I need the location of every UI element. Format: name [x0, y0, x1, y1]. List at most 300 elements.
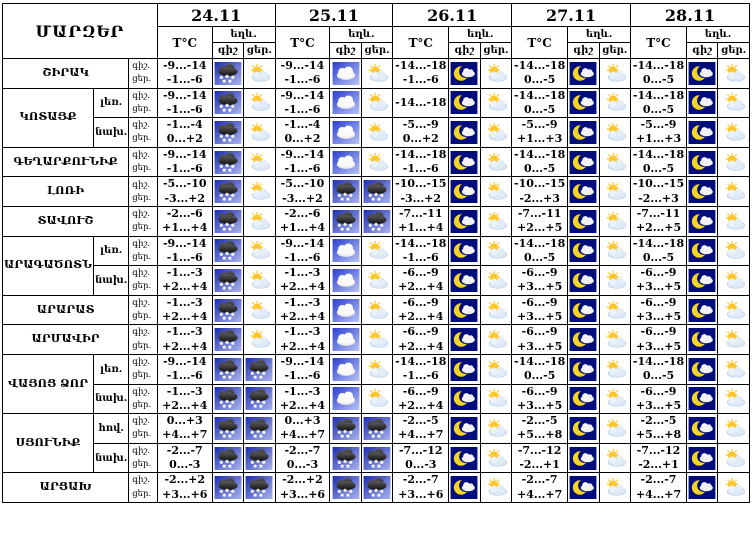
- night-temperature: -14...-18: [514, 88, 566, 102]
- day-weather-cell: [480, 414, 511, 444]
- night-weather-cell: [568, 384, 599, 414]
- region-cell: ԱՐՄԱՎԻՐ: [3, 325, 129, 355]
- night-weather-cell: [212, 147, 243, 177]
- night-temperature: -2...-7: [402, 473, 439, 487]
- weather-column-header: եղև.: [568, 27, 631, 43]
- night-temperature: -2...-5: [521, 414, 558, 428]
- day-weather-cell: [718, 295, 750, 325]
- moon-cloud-icon: [568, 299, 598, 322]
- date-header: 27.11: [512, 4, 631, 27]
- night-temperature: -14...-18: [395, 95, 447, 109]
- snow-icon: [213, 62, 243, 85]
- moon-cloud-icon: [687, 299, 717, 322]
- day-temperature: -1...-6: [284, 369, 321, 383]
- day-weather-cell: [480, 118, 511, 148]
- cloudy-icon: [330, 328, 360, 351]
- day-temperature: +2...+4: [279, 339, 326, 353]
- day-weather-cell: [244, 88, 275, 118]
- day-weather-cell: [244, 118, 275, 148]
- day-weather-cell: [599, 295, 630, 325]
- moon-cloud-icon: [687, 91, 717, 114]
- night-weather-cell: [687, 384, 718, 414]
- night-weather-cell: [568, 473, 599, 503]
- night-weather-cell: [449, 88, 480, 118]
- day-temperature: +4...+7: [398, 428, 444, 442]
- night-weather-cell: [568, 177, 599, 207]
- night-temperature: -6...-9: [521, 266, 558, 280]
- snow-icon: [330, 476, 360, 499]
- temperature-cell: [393, 118, 449, 148]
- moon-cloud-icon: [687, 151, 717, 174]
- temperature-cell: [157, 443, 212, 473]
- moon-cloud-icon: [568, 387, 598, 410]
- time-labels-cell: [129, 59, 158, 89]
- day-temperature: +3...+5: [635, 339, 682, 353]
- day-temperature: -2...+3: [638, 191, 679, 205]
- night-column-header: գիշ: [568, 43, 599, 59]
- night-weather-cell: [568, 147, 599, 177]
- night-weather-cell: [449, 266, 480, 296]
- night-temperature: -6...-9: [640, 384, 677, 398]
- temperature-cell: [275, 88, 330, 118]
- region-cell: ԼՈՌԻ: [3, 177, 129, 207]
- night-weather-cell: [330, 59, 361, 89]
- night-weather-cell: [449, 147, 480, 177]
- day-temperature: +2...+4: [162, 398, 208, 412]
- day-row-label: ցեր.: [132, 488, 152, 499]
- temperature-cell: [630, 147, 686, 177]
- night-temperature: -2...-5: [402, 414, 439, 428]
- day-temperature: 0...-5: [642, 250, 675, 264]
- subregion-cell: նախ.: [94, 384, 129, 414]
- snow-icon: [213, 417, 243, 440]
- day-temperature: -3...+2: [164, 191, 206, 205]
- sun-cloud-icon: [481, 328, 511, 351]
- night-weather-cell: [687, 414, 718, 444]
- cloudy-icon: [330, 151, 360, 174]
- night-temperature: -9...-14: [280, 354, 325, 368]
- day-row-label: ցեր.: [132, 370, 152, 381]
- sun-cloud-icon: [244, 91, 274, 114]
- night-row-label: գիշ.: [132, 238, 151, 249]
- night-weather-cell: [687, 295, 718, 325]
- day-temperature: +1...+4: [162, 221, 208, 235]
- night-row-label: գիշ.: [132, 327, 151, 338]
- night-temperature: -7...-12: [517, 443, 562, 457]
- temperature-cell: [512, 118, 568, 148]
- day-weather-cell: [244, 236, 275, 266]
- day-temperature: 0...-5: [523, 250, 556, 264]
- sun-cloud-icon: [718, 299, 749, 322]
- moon-cloud-icon: [687, 328, 717, 351]
- night-temperature: -1...-3: [166, 266, 203, 280]
- night-column-header: գիշ: [212, 43, 243, 59]
- temperature-cell: [393, 295, 449, 325]
- day-temperature: +1...+3: [517, 132, 563, 146]
- night-temperature: -14...-18: [632, 236, 685, 250]
- snow-icon: [213, 387, 243, 410]
- day-weather-cell: [480, 59, 511, 89]
- snow-icon: [244, 358, 274, 381]
- temperature-cell: [630, 266, 686, 296]
- day-row-label: ցեր.: [132, 222, 152, 233]
- sun-cloud-icon: [600, 269, 630, 292]
- night-weather-cell: [687, 88, 718, 118]
- night-weather-cell: [330, 473, 361, 503]
- day-row-label: ցեր.: [132, 103, 152, 114]
- day-weather-cell: [718, 384, 750, 414]
- day-temperature: 0...-5: [642, 162, 675, 176]
- temperature-cell: [275, 443, 330, 473]
- day-weather-cell: [244, 295, 275, 325]
- day-temperature: +3...+5: [635, 398, 682, 412]
- day-temperature: -2...+1: [638, 458, 679, 472]
- snow-icon: [330, 210, 360, 233]
- sun-cloud-icon: [362, 269, 392, 292]
- day-weather-cell: [480, 325, 511, 355]
- sun-cloud-icon: [244, 239, 274, 262]
- night-temperature: -10...-15: [632, 177, 685, 191]
- temperature-cell: [393, 177, 449, 207]
- temperature-cell: [630, 325, 686, 355]
- night-weather-cell: [687, 473, 718, 503]
- snow-icon: [213, 239, 243, 262]
- moon-cloud-icon: [568, 91, 598, 114]
- sun-cloud-icon: [362, 91, 392, 114]
- night-weather-cell: [212, 384, 243, 414]
- temperature-cell: [630, 354, 686, 384]
- time-labels-cell: [129, 295, 158, 325]
- night-weather-cell: [212, 88, 243, 118]
- day-weather-cell: [718, 118, 750, 148]
- night-weather-cell: [212, 295, 243, 325]
- night-temperature: -14...-18: [395, 236, 447, 250]
- day-temperature: +4...+7: [635, 487, 682, 501]
- day-weather-cell: [480, 266, 511, 296]
- sun-cloud-icon: [244, 151, 274, 174]
- temperature-cell: [630, 295, 686, 325]
- temperature-cell: [630, 443, 686, 473]
- night-temperature: -14...-18: [632, 59, 685, 72]
- night-temperature: -10...-15: [395, 177, 447, 191]
- night-row-label: գիշ.: [132, 61, 151, 72]
- night-weather-cell: [449, 354, 480, 384]
- night-weather-cell: [687, 443, 718, 473]
- temperature-column-header: T°C: [157, 27, 212, 59]
- night-weather-cell: [568, 206, 599, 236]
- night-temperature: -9...-14: [162, 59, 207, 72]
- region-row: [3, 325, 750, 355]
- moon-cloud-icon: [449, 476, 479, 499]
- sun-cloud-icon: [244, 121, 274, 144]
- temperature-cell: [275, 325, 330, 355]
- sun-cloud-icon: [244, 62, 274, 85]
- day-weather-cell: [480, 206, 511, 236]
- day-weather-cell: [599, 59, 630, 89]
- night-temperature: -14...-18: [514, 147, 566, 161]
- day-temperature: -2...+1: [519, 458, 560, 472]
- day-temperature: -3...+2: [400, 191, 442, 205]
- night-weather-cell: [687, 59, 718, 89]
- day-column-header: ցեր.: [480, 43, 511, 59]
- temperature-cell: [393, 88, 449, 118]
- night-temperature: -14...-18: [632, 88, 685, 102]
- snow-icon: [362, 210, 392, 233]
- sun-cloud-icon: [718, 328, 749, 351]
- night-temperature: -14...-18: [514, 59, 566, 72]
- night-temperature: -14...-18: [395, 59, 447, 72]
- sun-cloud-icon: [718, 269, 749, 292]
- temperature-cell: [157, 147, 212, 177]
- night-row-label: գիշ.: [132, 268, 151, 279]
- day-weather-cell: [480, 443, 511, 473]
- day-temperature: +5...+8: [517, 428, 563, 442]
- region-row: [3, 443, 750, 473]
- temperature-cell: [275, 266, 330, 296]
- moon-cloud-icon: [449, 239, 479, 262]
- temperature-cell: [157, 354, 212, 384]
- snow-icon: [213, 447, 243, 470]
- temperature-cell: [275, 118, 330, 148]
- night-weather-cell: [687, 147, 718, 177]
- day-row-label: ցեր.: [132, 74, 152, 85]
- sun-cloud-icon: [362, 151, 392, 174]
- night-temperature: -9...-14: [280, 88, 325, 102]
- night-temperature: -14...-18: [514, 236, 566, 250]
- sun-cloud-icon: [362, 239, 392, 262]
- sun-cloud-icon: [600, 328, 630, 351]
- day-row-label: ցեր.: [132, 311, 152, 322]
- sun-cloud-icon: [600, 299, 630, 322]
- region-row: [3, 236, 750, 266]
- day-weather-cell: [599, 147, 630, 177]
- temperature-cell: [393, 354, 449, 384]
- sun-cloud-icon: [362, 62, 392, 85]
- sun-cloud-icon: [718, 180, 749, 203]
- region-row: [3, 384, 750, 414]
- night-temperature: 0...+3: [166, 414, 203, 428]
- night-temperature: -6...-9: [402, 384, 439, 398]
- subregion-cell: նախ.: [94, 266, 129, 296]
- sun-cloud-icon: [718, 358, 749, 381]
- day-temperature: 0...-5: [523, 369, 556, 383]
- forecast-table: [2, 3, 750, 503]
- subregion-cell: նախ.: [94, 443, 129, 473]
- night-temperature: -6...-9: [402, 266, 439, 280]
- temperature-cell: [512, 384, 568, 414]
- time-labels-cell: [129, 236, 158, 266]
- night-weather-cell: [687, 118, 718, 148]
- night-row-label: գիշ.: [132, 179, 151, 190]
- region-row: [3, 354, 750, 384]
- night-weather-cell: [212, 354, 243, 384]
- night-column-header: գիշ: [330, 43, 361, 59]
- moon-cloud-icon: [687, 210, 717, 233]
- night-temperature: -1...-3: [284, 325, 321, 339]
- temperature-cell: [630, 59, 686, 89]
- night-temperature: -6...-9: [521, 295, 558, 309]
- day-weather-cell: [480, 473, 511, 503]
- day-row-label: ցեր.: [132, 429, 152, 440]
- temperature-cell: [275, 354, 330, 384]
- night-temperature: -2...+2: [282, 473, 323, 487]
- subregion-cell: հով.: [94, 414, 129, 444]
- day-row-label: ցեր.: [132, 251, 152, 262]
- day-temperature: -1...-6: [402, 250, 439, 264]
- night-temperature: -6...-9: [521, 384, 558, 398]
- moon-cloud-icon: [449, 299, 479, 322]
- day-weather-cell: [599, 384, 630, 414]
- day-temperature: 0...-5: [642, 369, 675, 383]
- region-cell: ՇԻՐԱԿ: [3, 59, 129, 89]
- snow-icon: [330, 447, 360, 470]
- time-labels-cell: [129, 354, 158, 384]
- date-header: 25.11: [275, 4, 393, 27]
- day-weather-cell: [244, 177, 275, 207]
- night-temperature: -6...-9: [402, 295, 439, 309]
- day-row-label: ցեր.: [132, 281, 152, 292]
- temperature-cell: [393, 266, 449, 296]
- night-temperature: -5...-9: [402, 118, 439, 132]
- night-temperature: -14...-18: [395, 354, 447, 368]
- moon-cloud-icon: [568, 476, 598, 499]
- day-weather-cell: [599, 473, 630, 503]
- subregion-cell: լեռ.: [94, 88, 129, 118]
- sun-cloud-icon: [481, 299, 511, 322]
- night-row-label: գիշ.: [132, 149, 151, 160]
- day-weather-cell: [244, 266, 275, 296]
- moon-cloud-icon: [568, 121, 598, 144]
- temperature-cell: [157, 118, 212, 148]
- night-weather-cell: [687, 325, 718, 355]
- night-weather-cell: [212, 266, 243, 296]
- night-temperature: -2...-7: [640, 473, 677, 487]
- night-weather-cell: [212, 236, 243, 266]
- sun-cloud-icon: [362, 121, 392, 144]
- day-temperature: -1...-6: [402, 73, 439, 87]
- night-weather-cell: [212, 473, 243, 503]
- temperature-cell: [275, 206, 330, 236]
- day-temperature: +3...+6: [162, 487, 208, 501]
- snow-icon: [213, 210, 243, 233]
- temperature-cell: [512, 59, 568, 89]
- night-temperature: -9...-14: [280, 147, 325, 161]
- moon-cloud-icon: [568, 62, 598, 85]
- day-weather-cell: [480, 384, 511, 414]
- temperature-cell: [512, 206, 568, 236]
- table-header: [3, 4, 750, 59]
- table-body: [3, 59, 750, 503]
- night-weather-cell: [330, 354, 361, 384]
- night-column-header: գիշ: [687, 43, 718, 59]
- cloudy-icon: [330, 121, 360, 144]
- temperature-cell: [157, 473, 212, 503]
- day-weather-cell: [361, 325, 392, 355]
- day-weather-cell: [361, 384, 392, 414]
- temperature-cell: [393, 414, 449, 444]
- temperature-cell: [630, 206, 686, 236]
- day-weather-cell: [361, 266, 392, 296]
- sun-cloud-icon: [481, 269, 511, 292]
- moon-cloud-icon: [568, 180, 598, 203]
- day-temperature: -1...-6: [284, 73, 321, 87]
- day-weather-cell: [244, 384, 275, 414]
- night-temperature: -7...-11: [636, 206, 681, 220]
- temperature-cell: [393, 443, 449, 473]
- temperature-cell: [275, 414, 330, 444]
- snow-icon: [213, 91, 243, 114]
- night-temperature: -6...-9: [521, 325, 558, 339]
- night-temperature: -14...-18: [395, 147, 447, 161]
- night-weather-cell: [449, 206, 480, 236]
- day-temperature: +5...+8: [635, 428, 682, 442]
- night-row-label: գիշ.: [132, 209, 151, 220]
- night-temperature: -2...+2: [164, 473, 206, 487]
- temperature-cell: [630, 88, 686, 118]
- day-temperature: +3...+5: [517, 280, 563, 294]
- day-weather-cell: [480, 177, 511, 207]
- moon-cloud-icon: [687, 417, 717, 440]
- region-cell: ՏԱՎՈՒՇ: [3, 206, 129, 236]
- moon-cloud-icon: [449, 269, 479, 292]
- temperature-cell: [512, 88, 568, 118]
- night-weather-cell: [568, 443, 599, 473]
- sun-cloud-icon: [600, 447, 630, 470]
- sun-cloud-icon: [362, 387, 392, 410]
- night-temperature: -2...-5: [640, 414, 677, 428]
- snow-icon: [213, 476, 243, 499]
- day-weather-cell: [718, 443, 750, 473]
- moon-cloud-icon: [568, 358, 598, 381]
- day-temperature: -3...+2: [282, 191, 323, 205]
- temperature-cell: [512, 177, 568, 207]
- sun-cloud-icon: [244, 328, 274, 351]
- night-weather-cell: [330, 384, 361, 414]
- day-weather-cell: [718, 473, 750, 503]
- day-temperature: 0...+2: [284, 132, 321, 146]
- day-weather-cell: [718, 236, 750, 266]
- night-weather-cell: [330, 206, 361, 236]
- night-temperature: -2...-7: [521, 473, 558, 487]
- night-weather-cell: [449, 443, 480, 473]
- sun-cloud-icon: [718, 447, 749, 470]
- time-labels-cell: [129, 325, 158, 355]
- moon-cloud-icon: [687, 62, 717, 85]
- night-temperature: -5...-9: [521, 118, 558, 132]
- sun-cloud-icon: [718, 387, 749, 410]
- night-weather-cell: [449, 177, 480, 207]
- day-temperature: -1...-6: [166, 250, 203, 264]
- night-weather-cell: [330, 236, 361, 266]
- day-weather-cell: [361, 177, 392, 207]
- temperature-cell: [393, 206, 449, 236]
- night-weather-cell: [687, 266, 718, 296]
- temperature-cell: [512, 354, 568, 384]
- day-weather-cell: [718, 354, 750, 384]
- day-weather-cell: [244, 354, 275, 384]
- day-weather-cell: [599, 118, 630, 148]
- temperature-cell: [275, 473, 330, 503]
- night-weather-cell: [687, 236, 718, 266]
- moon-cloud-icon: [449, 62, 479, 85]
- temperature-cell: [157, 266, 212, 296]
- weather-column-header: եղև.: [212, 27, 275, 43]
- region-row: [3, 414, 750, 444]
- snow-icon: [213, 121, 243, 144]
- moon-cloud-icon: [687, 180, 717, 203]
- night-temperature: -1...-3: [166, 295, 203, 309]
- day-weather-cell: [361, 118, 392, 148]
